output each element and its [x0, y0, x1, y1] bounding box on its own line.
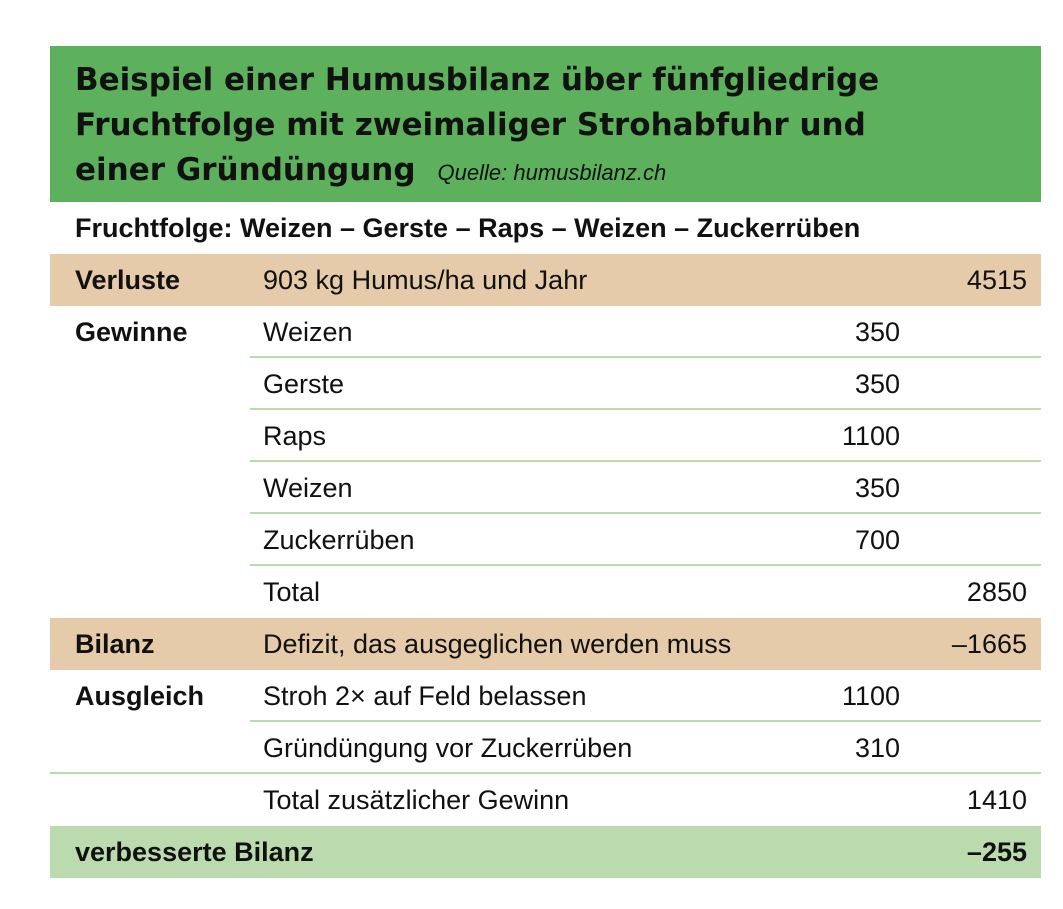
gain-crop: Weizen	[263, 317, 353, 347]
gains-row	[50, 306, 1041, 358]
losses-value: 4515	[966, 265, 1027, 295]
gain-value: 350	[854, 317, 900, 347]
gain-crop: Zuckerrüben	[263, 525, 415, 555]
title-line-3	[75, 148, 1016, 195]
balance-description: Defizit, das ausgeglichen werden muss	[263, 629, 732, 659]
losses-label: Verluste	[75, 265, 181, 295]
improved-balance-value: –255	[966, 837, 1027, 867]
crop-rotation: Fruchtfolge: Weizen – Gerste – Raps – Weizen – Zuckerrüben	[75, 213, 861, 243]
gain-value: 700	[854, 525, 900, 555]
compensation-value: 310	[854, 733, 900, 763]
humus-balance-table	[50, 46, 1041, 878]
gain-crop: Gerste	[263, 369, 345, 399]
compensation-total-row	[50, 774, 1041, 826]
gain-value: 1100	[841, 421, 900, 451]
gains-row	[50, 358, 1041, 410]
gains-total-value: 2850	[966, 577, 1027, 607]
title-line-2: Fruchtfolge mit zweimaliger Strohabfuhr und	[75, 107, 866, 143]
gain-value: 350	[854, 369, 900, 399]
balance-value: –1665	[951, 629, 1027, 659]
gains-row	[50, 462, 1041, 514]
source-note: Quelle: humusbilanz.ch	[437, 160, 667, 185]
gain-crop: Weizen	[263, 473, 353, 503]
title-line-3-text: einer Gründüngung	[75, 152, 416, 188]
compensation-label: Ausgleich	[75, 681, 205, 711]
title-line-1: Beispiel einer Humusbilanz über fünfgliedrige	[75, 62, 880, 98]
compensation-total-value: 1410	[966, 785, 1027, 815]
gains-label: Gewinne	[75, 317, 188, 347]
improved-balance-label: verbesserte Bilanz	[75, 837, 314, 867]
compensation-row	[50, 670, 1041, 722]
compensation-measure: Gründüngung vor Zuckerrüben	[263, 733, 633, 763]
compensation-measure: Stroh 2× auf Feld belassen	[263, 681, 587, 711]
balance-label: Bilanz	[75, 629, 155, 659]
compensation-row	[50, 722, 1041, 774]
gains-row	[50, 514, 1041, 566]
improved-balance-row	[50, 826, 1041, 878]
gain-crop: Raps	[263, 421, 327, 451]
balance-row	[50, 618, 1041, 670]
gains-total-label: Total	[263, 577, 321, 607]
gain-value: 350	[854, 473, 900, 503]
gains-total-row	[50, 566, 1041, 618]
compensation-total-label: Total zusätzlicher Gewinn	[263, 785, 570, 815]
losses-description: 903 kg Humus/ha und Jahr	[263, 265, 588, 295]
compensation-value: 1100	[841, 681, 900, 711]
table-header	[50, 46, 1041, 202]
losses-row	[50, 254, 1041, 306]
gains-row	[50, 410, 1041, 462]
